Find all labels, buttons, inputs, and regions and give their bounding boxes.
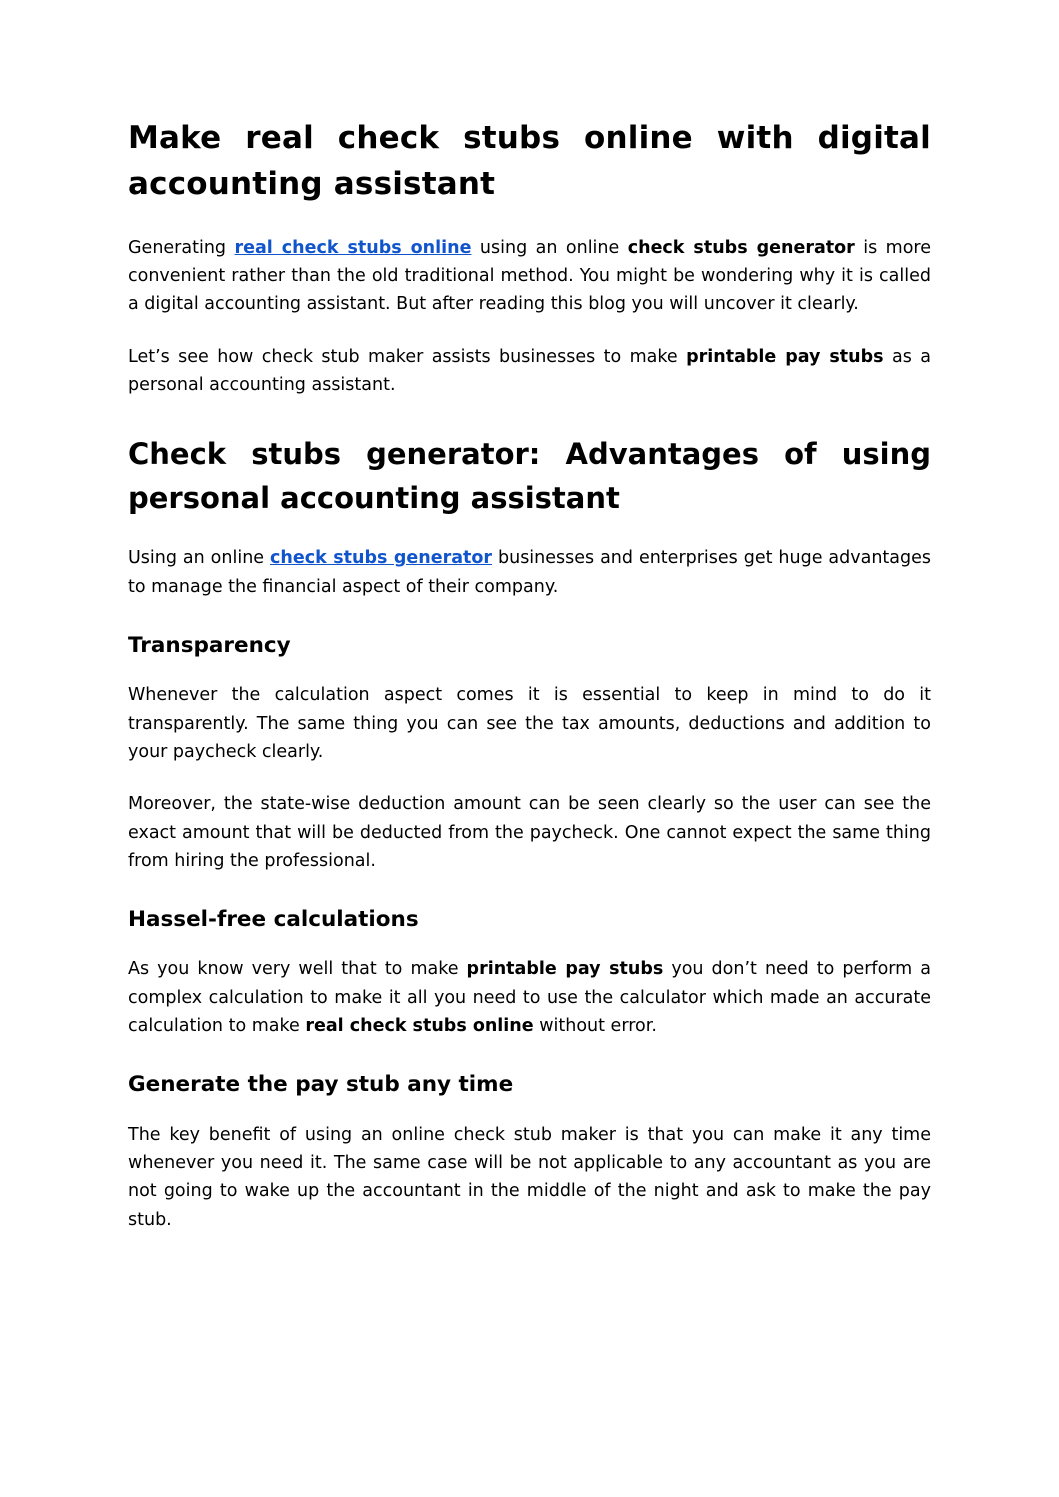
paragraph [128, 343, 931, 400]
text-run: without error. [533, 1016, 657, 1037]
text-run: Using an online [128, 548, 271, 569]
paragraph [128, 234, 931, 319]
text-run: Generating [128, 237, 235, 258]
text-run: As you know very well that to make [128, 959, 467, 980]
subsection-heading [128, 905, 931, 935]
paragraph [128, 681, 931, 766]
bold-text-run: printable pay stubs [686, 346, 884, 367]
text-run: using an online [471, 237, 628, 258]
text-run: Transparency [128, 633, 291, 659]
paragraph [128, 790, 931, 875]
subsection-heading [128, 631, 931, 661]
inline-link[interactable]: check stubs generator [270, 548, 493, 569]
document-content [128, 116, 931, 1234]
text-run: Whenever the calculation aspect comes it is essential to keep in mind to do it transparently. The same thing you can see the tax amounts, deductions and addition to your paycheck clearly. [128, 685, 931, 762]
page-title [128, 116, 931, 208]
bold-text-run: check stubs generator [627, 237, 855, 258]
text-run: The key benefit of using an online check stub maker is that you can make it any time whenever you need it. The same case will be not applicable to any accountant as you are not going to wake up the accountant in the middle of the night and ask to make the pay stub. [128, 1124, 931, 1230]
text-run: as a personal accounting assistant. [128, 346, 931, 396]
bold-text-run: real check stubs online [305, 1016, 534, 1037]
text-run: you don’t need to perform a complex calculation to make it all you need to use the calculator which made an accurate calculation to make [128, 959, 931, 1037]
text-run: Generate the pay stub any time [128, 1072, 514, 1098]
text-run: is more convenient rather than the old traditional method. You might be wondering why it is called a digital accounting assistant. But after reading this blog you will uncover it clearly. [128, 237, 931, 315]
text-run: Check stubs generator: Advantages of using personal accounting assistant [128, 437, 931, 515]
text-run: Let’s see how check stub maker assists businesses to make [128, 346, 687, 367]
text-run: Moreover, the state-wise deduction amount can be seen clearly so the user can see the exact amount that will be deducted from the paycheck. One cannot expect the same thing from hiring the professional. [128, 794, 931, 871]
bold-text-run: printable pay stubs [466, 959, 664, 980]
text-run: Hassel-free calculations [128, 907, 419, 933]
subsection-heading [128, 1070, 931, 1100]
section-heading [128, 433, 931, 520]
text-run: Make real check stubs online with digital accounting assistant [128, 120, 931, 202]
paragraph [128, 544, 931, 601]
paragraph [128, 955, 931, 1040]
text-run: businesses and enterprises get huge advantages to manage the financial aspect of their company. [128, 548, 932, 597]
paragraph [128, 1121, 931, 1234]
inline-link[interactable]: real check stubs online [234, 237, 472, 258]
